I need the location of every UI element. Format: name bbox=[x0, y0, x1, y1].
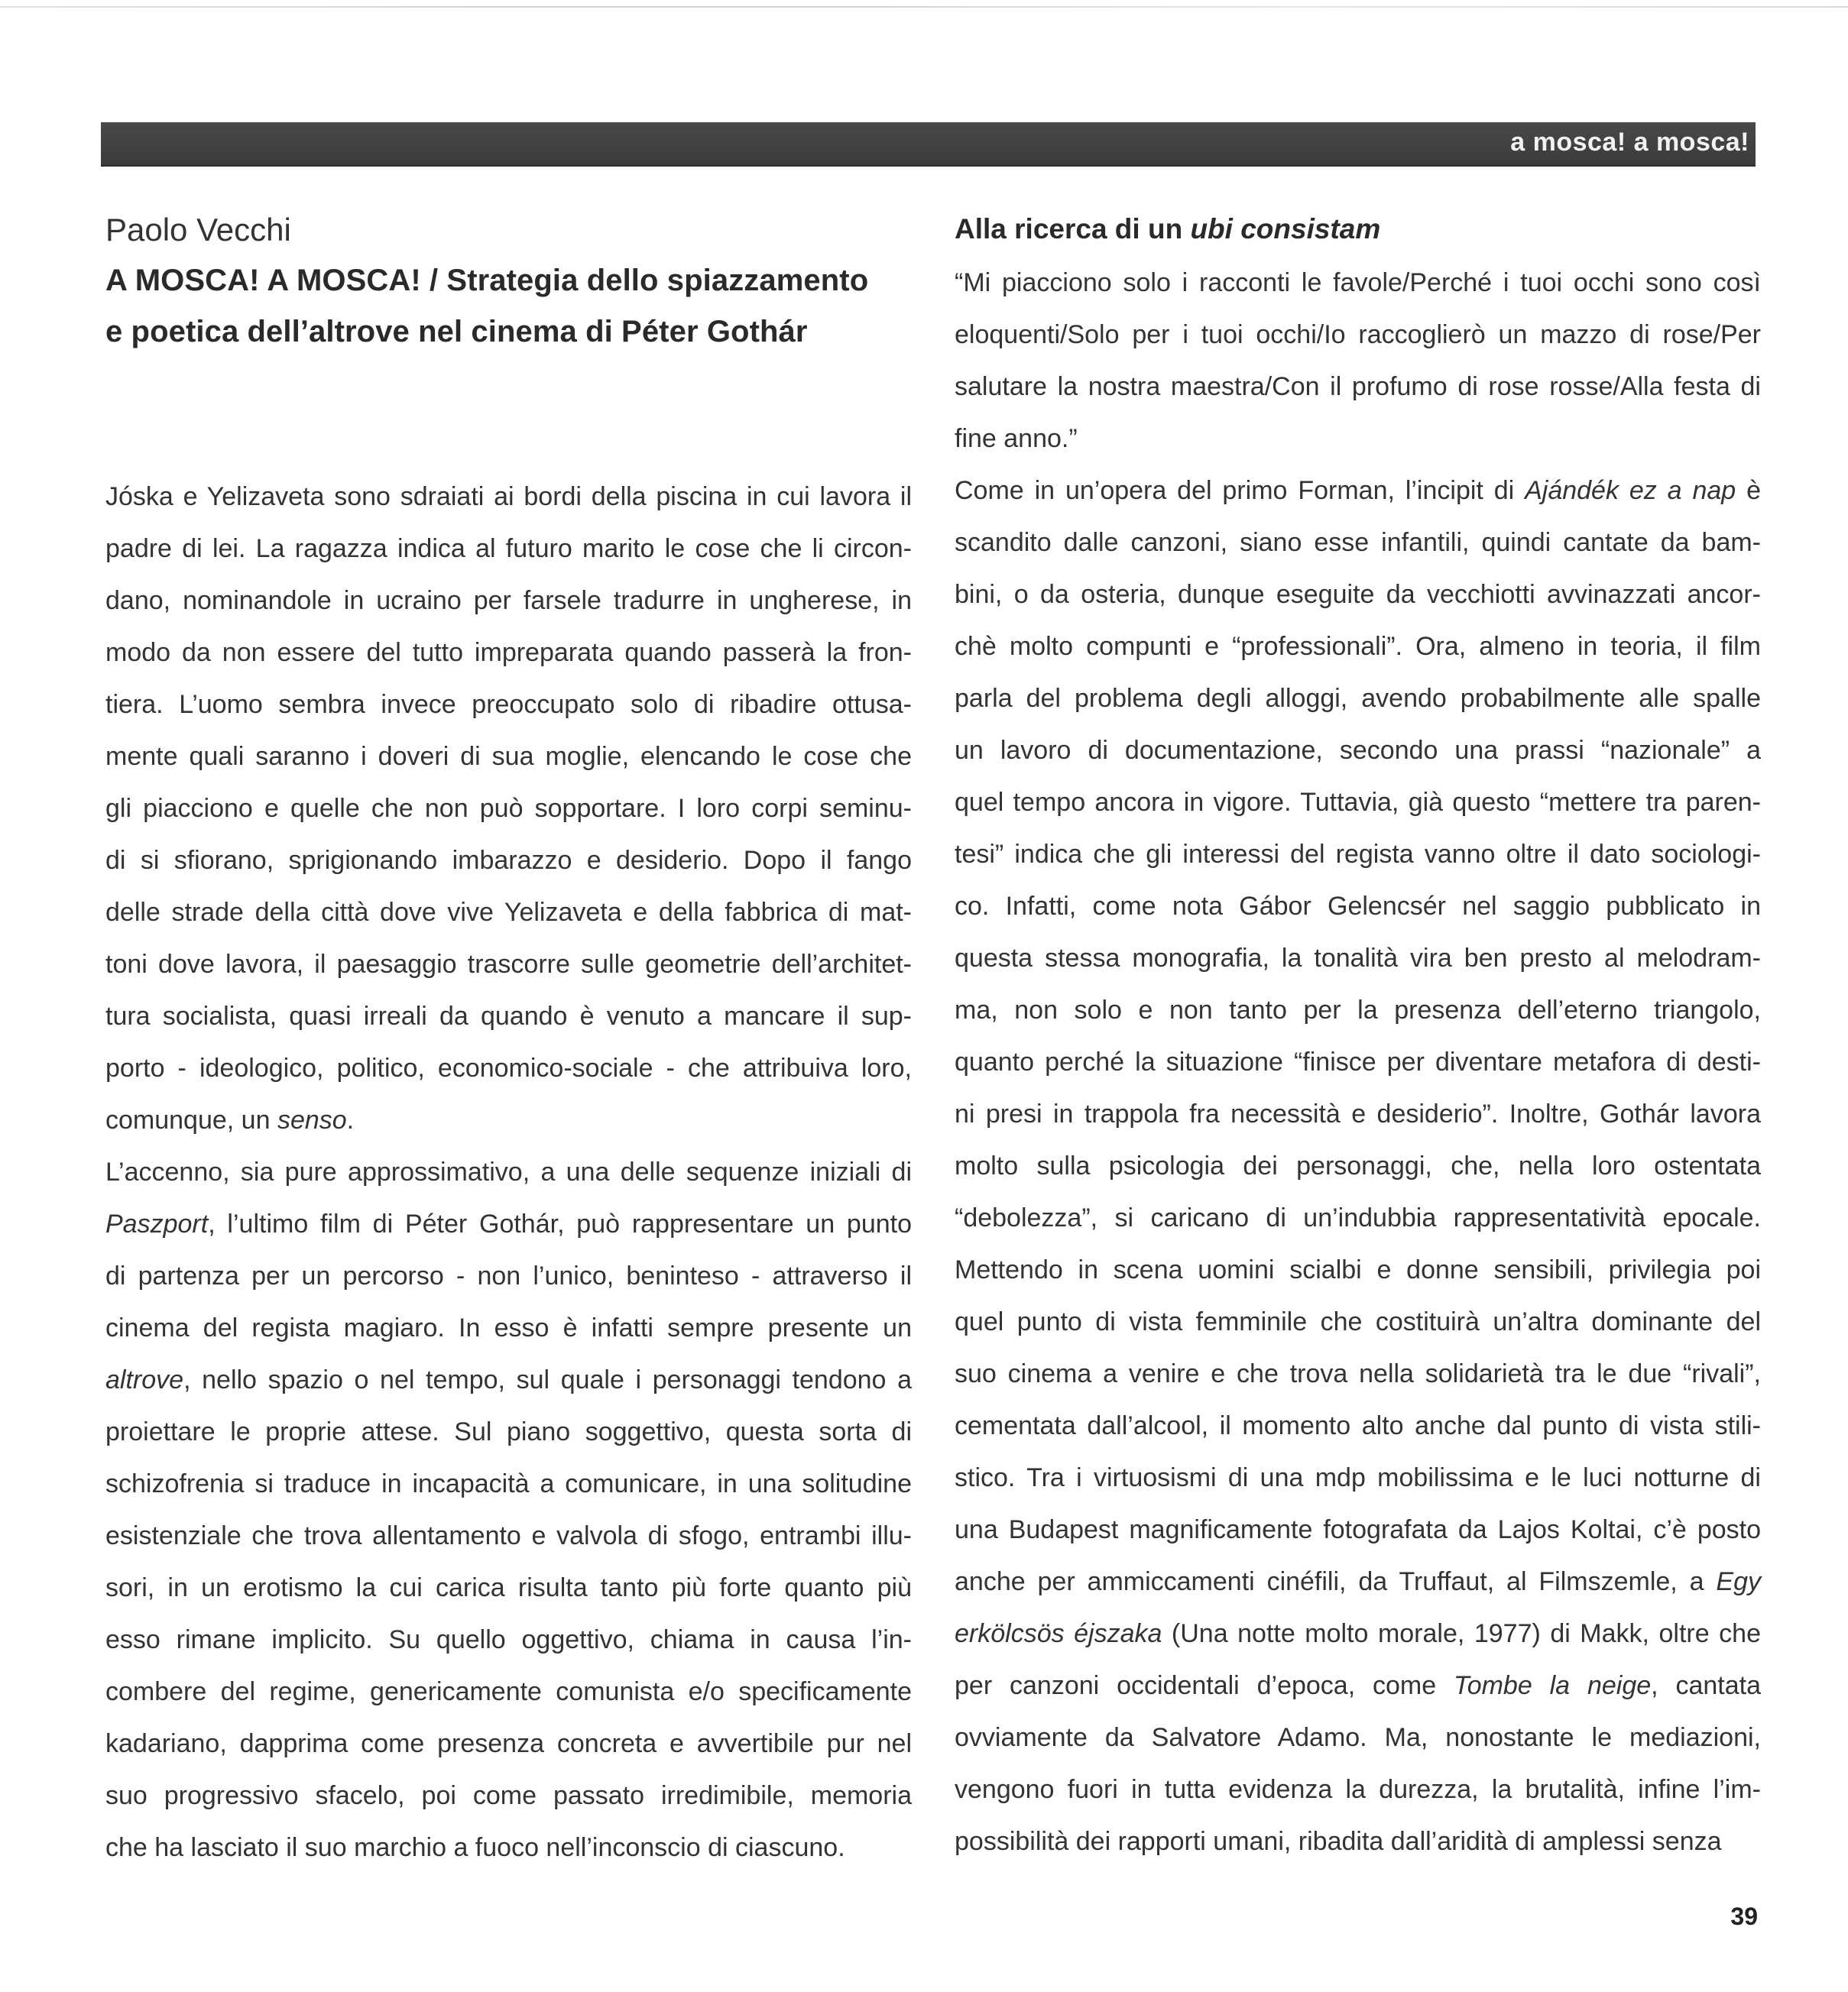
body-line: proiettare le proprie attese. Sul piano soggettivo, questa sorta di bbox=[105, 1417, 912, 1446]
body-line: tiera. L’uomo sembra invece preoccupato solo di ribadire ottusa- bbox=[105, 690, 912, 719]
body-line: anche per ammiccamenti cinéfili, da Truffaut, al Filmszemle, a Egy bbox=[955, 1567, 1761, 1596]
body-line: tesi” indica che gli interessi del regista vanno oltre il dato sociologi- bbox=[955, 840, 1761, 869]
body-line: cementata dall’alcool, il momento alto anche dal punto di vista stili- bbox=[955, 1411, 1761, 1440]
body-line: altrove, nello spazio o nel tempo, sul quale i personaggi tendono a bbox=[105, 1365, 912, 1394]
body-line: che ha lasciato il suo marchio a fuoco nell’inconscio di ciascuno. bbox=[105, 1833, 845, 1862]
right-column bbox=[955, 205, 1761, 1867]
body-line: porto - ideologico, politico, economico-sociale - che attribuiva loro, bbox=[105, 1054, 912, 1083]
body-line: di si sfiorano, sprigionando imbarazzo e desiderio. Dopo il fango bbox=[105, 846, 912, 875]
body-line: ni presi in trappola fra necessità e desiderio”. Inoltre, Gothár lavora bbox=[955, 1100, 1761, 1129]
body-line: stico. Tra i virtuosismi di una mdp mobilissima e le luci notturne di bbox=[955, 1463, 1761, 1492]
body-line: una Budapest magnificamente fotografata da Lajos Koltai, c’è posto bbox=[955, 1515, 1761, 1544]
body-line: erkölcsös éjszaka (Una notte molto morale, 1977) di Makk, oltre che bbox=[955, 1619, 1761, 1648]
body-line: salutare la nostra maestra/Con il profumo di rose rosse/Alla festa di bbox=[955, 372, 1761, 401]
body-line: gli piacciono e quelle che non può sopportare. I loro corpi seminu- bbox=[105, 794, 912, 823]
body-line: Come in un’opera del primo Forman, l’incipit di Ajándék ez a nap è bbox=[955, 476, 1761, 505]
body-line: parla del problema degli alloggi, avendo probabilmente alle spalle bbox=[955, 684, 1761, 713]
body-line: kadariano, dapprima come presenza concreta e avvertibile pur nel bbox=[105, 1729, 912, 1758]
body-line: di partenza per un percorso - non l’unico, beninteso - attraverso il bbox=[105, 1262, 912, 1291]
article-title bbox=[105, 255, 912, 358]
body-line: quel punto di vista femminile che costituirà un’altra dominante del bbox=[955, 1307, 1761, 1336]
body-line: possibilità dei rapporti umani, ribadita dall’aridità di amplessi senza bbox=[955, 1827, 1722, 1856]
body-line: mente quali saranno i doveri di sua moglie, elencando le cose che bbox=[105, 742, 912, 771]
right-body-text bbox=[955, 257, 1761, 1867]
body-line: combere del regime, genericamente comunista e/o specificamente bbox=[105, 1677, 912, 1706]
body-line: delle strade della città dove vive Yelizaveta e della fabbrica di mat- bbox=[105, 898, 912, 927]
body-line: eloquenti/Solo per i tuoi occhi/Io raccoglierò un mazzo di rose/Per bbox=[955, 320, 1761, 349]
body-line: molto sulla psicologia dei personaggi, che, nella loro ostentata bbox=[955, 1151, 1761, 1181]
title-line: e poetica dell’altrove nel cinema di Péter Gothár bbox=[105, 315, 808, 348]
body-line: schizofrenia si traduce in incapacità a comunicare, in una solitudine bbox=[105, 1469, 912, 1498]
body-line: chè molto compunti e “professionali”. Ora, almeno in teoria, il film bbox=[955, 632, 1761, 661]
page-number: 39 bbox=[1730, 1903, 1758, 1930]
body-line: Jóska e Yelizaveta sono sdraiati ai bordi della piscina in cui lavora il bbox=[105, 482, 912, 511]
body-line: Paszport, l’ultimo film di Péter Gothár, può rappresentare un punto bbox=[105, 1210, 912, 1239]
top-scan-rule bbox=[0, 6, 1848, 8]
body-line: bini, o da osteria, dunque eseguite da vecchiotti avvinazzati ancor- bbox=[955, 580, 1761, 609]
body-line: fine anno.” bbox=[955, 424, 1078, 453]
section-heading-italic: ubi consistam bbox=[1190, 213, 1381, 245]
body-line: questa stessa monografia, la tonalità vira ben presto al melodram- bbox=[955, 944, 1761, 973]
body-line: “Mi piacciono solo i racconti le favole/Perché i tuoi occhi sono così bbox=[955, 268, 1761, 297]
body-line: esso rimane implicito. Su quello oggettivo, chiama in causa l’in- bbox=[105, 1625, 912, 1654]
body-line: suo progressivo sfacelo, poi come passato irredimibile, memoria bbox=[105, 1781, 912, 1810]
body-line: tura socialista, quasi irreali da quando è venuto a mancare il sup- bbox=[105, 1002, 912, 1031]
body-line: un lavoro di documentazione, secondo una prassi “nazionale” a bbox=[955, 736, 1761, 765]
running-header-bar bbox=[101, 122, 1756, 167]
body-line: esistenziale che trova allentamento e valvola di sfogo, entrambi illu- bbox=[105, 1521, 912, 1550]
body-line: toni dove lavora, il paesaggio trascorre sulle geometrie dell’architet- bbox=[105, 950, 912, 979]
body-line: vengono fuori in tutta evidenza la durezza, la brutalità, infine l’im- bbox=[955, 1775, 1761, 1804]
body-line: comunque, un senso. bbox=[105, 1106, 355, 1135]
body-line: Mettendo in scena uomini scialbi e donne sensibili, privilegia poi bbox=[955, 1255, 1761, 1284]
body-line: quanto perché la situazione “finisce per diventare metafora di desti- bbox=[955, 1048, 1761, 1077]
section-heading-text: Alla ricerca di un bbox=[955, 213, 1183, 245]
left-column bbox=[105, 205, 912, 1874]
body-line: ovviamente da Salvatore Adamo. Ma, nonostante le mediazioni, bbox=[955, 1723, 1761, 1752]
body-line: padre di lei. La ragazza indica al futuro marito le cose che li circon- bbox=[105, 534, 912, 563]
body-line: modo da non essere del tutto impreparata quando passerà la fron- bbox=[105, 638, 912, 667]
body-line: L’accenno, sia pure approssimativo, a una delle sequenze iniziali di bbox=[105, 1158, 912, 1187]
body-line: sori, in un erotismo la cui carica risulta tanto più forte quanto più bbox=[105, 1573, 912, 1602]
body-line: cinema del regista magiaro. In esso è infatti sempre presente un bbox=[105, 1313, 912, 1343]
body-line: scandito dalle canzoni, siano esse infantili, quindi cantate da bam- bbox=[955, 528, 1761, 557]
section-heading bbox=[955, 205, 1761, 254]
body-line: co. Infatti, come nota Gábor Gelencsér nel saggio pubblicato in bbox=[955, 892, 1761, 921]
left-body-text bbox=[105, 471, 912, 1874]
body-line: quel tempo ancora in vigore. Tuttavia, già questo “mettere tra paren- bbox=[955, 788, 1761, 817]
body-line: suo cinema a venire e che trova nella solidarietà tra le due “rivali”, bbox=[955, 1359, 1761, 1388]
title-line: A MOSCA! A MOSCA! / Strategia dello spiazzamento bbox=[105, 264, 869, 297]
running-title: a mosca! a mosca! bbox=[1510, 128, 1749, 157]
body-line: ma, non solo e non tanto per la presenza dell’eterno triangolo, bbox=[955, 996, 1761, 1025]
body-line: dano, nominandole in ucraino per farsele tradurre in ungherese, in bbox=[105, 586, 912, 615]
body-line: per canzoni occidentali d’epoca, come Tombe la neige, cantata bbox=[955, 1671, 1762, 1700]
body-line: “debolezza”, si caricano di un’indubbia rappresentatività epocale. bbox=[955, 1203, 1761, 1232]
author-name: Paolo Vecchi bbox=[105, 212, 291, 248]
